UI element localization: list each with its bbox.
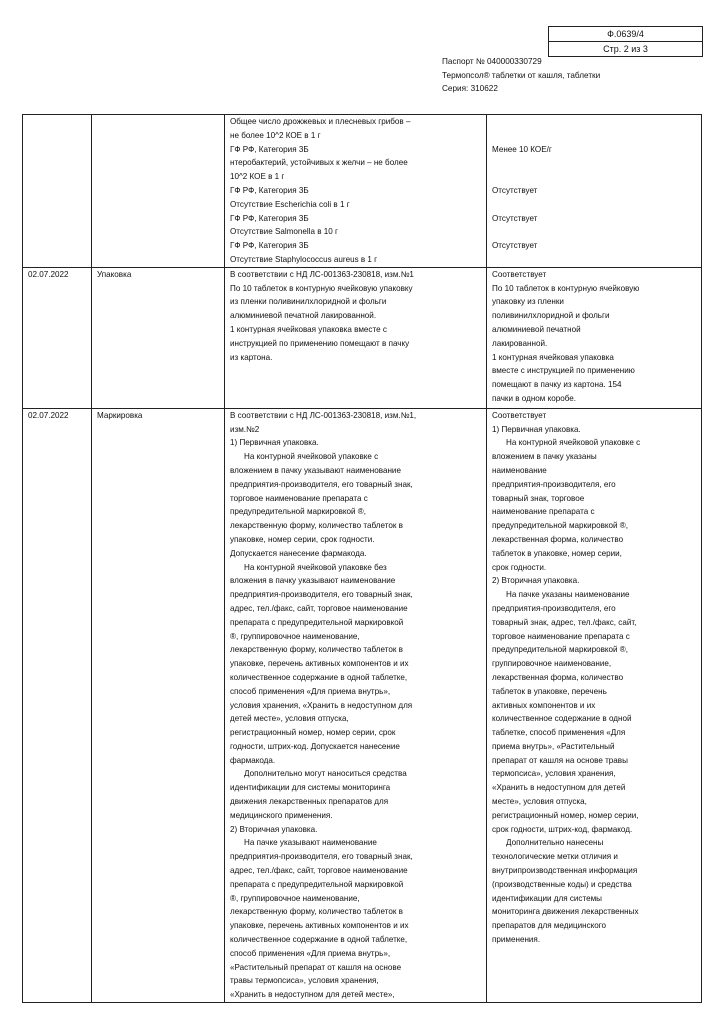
text-line: предприятия-производителя, его bbox=[492, 479, 616, 489]
text-line: поливинилхлоридной и фольги bbox=[492, 311, 610, 321]
text-line: срок годности, штрих-код, фармакод. bbox=[492, 824, 633, 834]
text-line: вложением в пачку указывают наименование bbox=[230, 465, 401, 475]
text-line: По 10 таблеток в контурную ячейковую bbox=[492, 283, 640, 293]
text-line: идентификации для системы bbox=[492, 893, 602, 903]
text-line: вместе с инструкцией по применению bbox=[492, 366, 635, 376]
text-line bbox=[492, 170, 697, 184]
parameter-cell: Упаковка bbox=[92, 267, 225, 408]
text-line: условия хранения, «Хранить в недоступном для bbox=[230, 700, 413, 710]
requirement-cell bbox=[225, 408, 487, 1002]
text-line: 2) Вторичная упаковка. bbox=[230, 824, 318, 834]
text-line: Отсутствие Salmonella в 10 г bbox=[230, 227, 338, 237]
text-line: Отсутствует bbox=[492, 241, 538, 251]
text-line: пачки в одном коробе. bbox=[492, 393, 577, 403]
text-line: группировочное наименование, bbox=[492, 659, 612, 669]
series-number: Серия: 310622 bbox=[442, 84, 498, 93]
text-line: вложением в пачку указаны bbox=[492, 452, 597, 462]
date-cell bbox=[23, 115, 92, 268]
text-line: предупредительной маркировкой ®, bbox=[492, 645, 629, 655]
text-line: лекарственная форма, количество bbox=[492, 672, 624, 682]
text-line: внутрипроизводственная информация bbox=[492, 866, 638, 876]
text-line: приема внутрь», «Растительный bbox=[492, 741, 615, 751]
text-line: термопсиса», условия хранения, bbox=[492, 769, 616, 779]
text-line: На контурной ячейковой упаковке с bbox=[506, 438, 641, 448]
text-line: лекарственную форму, количество таблеток в bbox=[230, 521, 403, 531]
table-row bbox=[23, 408, 702, 1002]
text-line: медицинского применения. bbox=[230, 810, 333, 820]
text-line: адрес, тел./факс, сайт, торговое наименование bbox=[230, 866, 408, 876]
form-code: Ф.0639/4 bbox=[607, 29, 644, 39]
text-line: упаковке, перечень активных компонентов и их bbox=[230, 921, 409, 931]
text-line: лакированной. bbox=[492, 338, 548, 348]
passport-header bbox=[442, 55, 600, 96]
text-line: «Хранить в недоступном для детей месте», bbox=[230, 990, 395, 1000]
text-line: вложения в пачку указывают наименование bbox=[230, 576, 396, 586]
text-line: из пленки поливинилхлоридной и фольги bbox=[230, 297, 387, 307]
text-line: ГФ РФ, Категория 3Б bbox=[230, 213, 309, 223]
text-line: движения лекарственных препаратов для bbox=[230, 797, 389, 807]
text-line: Отсутствует bbox=[492, 213, 538, 223]
text-line: препарат от кашля на основе травы bbox=[492, 755, 628, 765]
text-line: товарный знак, торговое bbox=[492, 493, 585, 503]
date-cell: 02.07.2022 bbox=[23, 408, 92, 1002]
text-line: торговое наименование препарата с bbox=[492, 631, 630, 641]
table-row bbox=[23, 115, 702, 268]
text-line: упаковку из пленки bbox=[492, 297, 564, 307]
text-line: нтеробактерий, устойчивых к желчи – не более bbox=[230, 158, 408, 168]
text-line: Дополнительно могут наноситься средства bbox=[244, 769, 407, 779]
text-line: Общее число дрожжевых и плесневых грибов – bbox=[230, 117, 411, 126]
text-line: ГФ РФ, Категория 3Б bbox=[230, 185, 309, 195]
text-line: инструкцией по применению помещают в пачку bbox=[230, 338, 410, 348]
text-line: месте», условия отпуска, bbox=[492, 797, 587, 807]
requirement-cell bbox=[225, 115, 487, 268]
text-line: таблеток в упаковке, номер серии, bbox=[492, 548, 622, 558]
result-cell bbox=[487, 267, 702, 408]
text-line: годности, штрих-код. Допускается нанесение bbox=[230, 741, 400, 751]
text-line: препарата с предупредительной маркировкой bbox=[230, 617, 404, 627]
text-line: технологические метки отличия и bbox=[492, 852, 618, 862]
text-line: Отсутствие Staphylococcus aureus в 1 г bbox=[230, 254, 378, 264]
text-line: Отсутствует bbox=[492, 185, 538, 195]
text-line: предприятия-производителя, его товарный знак, bbox=[230, 479, 413, 489]
text-line: алюминиевой печатной лакированной. bbox=[230, 311, 377, 321]
text-line bbox=[492, 225, 697, 239]
text-line: не более 10^2 КОЕ в 1 г bbox=[230, 130, 321, 140]
text-line: регистрационный номер, номер серии, bbox=[492, 810, 639, 820]
text-line: 1) Первичная упаковка. bbox=[230, 438, 319, 448]
text-line: детей месте», условия отпуска, bbox=[230, 714, 349, 724]
text-line: На пачке указывают наименование bbox=[244, 838, 377, 848]
text-line: упаковке, перечень активных компонентов и их bbox=[230, 659, 409, 669]
text-line: алюминиевой печатной bbox=[492, 324, 581, 334]
text-line: регистрационный номер, номер серии, срок bbox=[230, 728, 396, 738]
text-line bbox=[492, 198, 697, 212]
text-line: способ применения «Для приема внутрь», bbox=[230, 948, 391, 958]
text-line: ГФ РФ, Категория 3Б bbox=[230, 241, 309, 251]
text-line: 1) Первичная упаковка. bbox=[492, 424, 581, 434]
text-line: из картона. bbox=[230, 352, 273, 362]
text-line bbox=[492, 129, 697, 143]
result-cell bbox=[487, 115, 702, 268]
text-line: применения. bbox=[492, 935, 541, 945]
text-line: На контурной ячейковой упаковке без bbox=[244, 562, 387, 572]
text-line: «Растительный препарат от кашля на основе bbox=[230, 962, 402, 972]
text-line: идентификации для системы мониторинга bbox=[230, 783, 391, 793]
text-line: Дополнительно нанесены bbox=[506, 838, 604, 848]
text-line: предприятия-производителя, его товарный знак, bbox=[230, 852, 413, 862]
text-line: препаратов для медицинского bbox=[492, 921, 607, 931]
text-line: В соответствии с НД ЛС-001363-230818, изм.№1 bbox=[230, 269, 414, 279]
text-line: На контурной ячейковой упаковке с bbox=[244, 452, 379, 462]
text-line: ®, группировочное наименование, bbox=[230, 893, 360, 903]
text-line: товарный знак, адрес, тел./факс, сайт, bbox=[492, 617, 637, 627]
text-line: адрес, тел./факс, сайт, торговое наименование bbox=[230, 603, 408, 613]
text-line: 10^2 КОЕ в 1 г bbox=[230, 172, 285, 182]
passport-number: Паспорт № 040000330729 bbox=[442, 57, 542, 66]
text-line: наименование bbox=[492, 465, 547, 475]
text-line: мониторинга движения лекарственных bbox=[492, 907, 639, 917]
text-line: лекарственная форма, количество bbox=[492, 534, 624, 544]
text-line: ГФ РФ, Категория 3Б bbox=[230, 144, 309, 154]
text-line: лекарственную форму, количество таблеток в bbox=[230, 907, 403, 917]
requirement-cell bbox=[225, 267, 487, 408]
text-line bbox=[492, 253, 697, 267]
text-line: торговое наименование препарата с bbox=[230, 493, 368, 503]
text-line: На пачке указаны наименование bbox=[506, 590, 630, 600]
text-line: количественное содержание в одной bbox=[492, 714, 632, 724]
text-line: фармакода. bbox=[230, 755, 276, 765]
text-line bbox=[492, 156, 697, 170]
text-line bbox=[492, 115, 697, 129]
quality-table bbox=[22, 114, 702, 1003]
text-line: лекарственную форму, количество таблеток в bbox=[230, 645, 403, 655]
text-line: наименование препарата с bbox=[492, 507, 595, 517]
product-name: Термопсол® таблетки от кашля, таблетки bbox=[442, 70, 601, 80]
text-line: количественное содержание в одной таблетке, bbox=[230, 935, 408, 945]
text-line: таблеток в упаковке, перечень bbox=[492, 686, 607, 696]
text-line: 1 контурная ячейковая упаковка bbox=[492, 352, 614, 362]
text-line: упаковке, номер серии, срок годности. bbox=[230, 534, 375, 544]
text-line: препарата с предупредительной маркировкой bbox=[230, 879, 404, 889]
text-line: срок годности. bbox=[492, 562, 547, 572]
text-line: предупредительной маркировкой ®, bbox=[492, 521, 629, 531]
text-line: «Хранить в недоступном для детей bbox=[492, 783, 626, 793]
text-line: Соответствует bbox=[492, 269, 547, 279]
text-line: помещают в пачку из картона. 154 bbox=[492, 380, 622, 390]
text-line: Менее 10 КОЕ/г bbox=[492, 144, 552, 154]
text-line: 1 контурная ячейковая упаковка вместе с bbox=[230, 324, 387, 334]
text-line: травы термопсиса», условия хранения, bbox=[230, 976, 379, 986]
text-line: (производственные коды) и средства bbox=[492, 879, 632, 889]
parameter-cell bbox=[92, 115, 225, 268]
text-line: изм.№2 bbox=[230, 424, 260, 434]
page-number: Стр. 2 из 3 bbox=[549, 41, 702, 56]
text-line: таблетке, способ применения «Для bbox=[492, 728, 626, 738]
text-line: Соответствует bbox=[492, 410, 547, 420]
text-line: предупредительной маркировкой ®, bbox=[230, 507, 367, 517]
text-line: Отсутствие Escherichia coli в 1 г bbox=[230, 199, 350, 209]
result-cell bbox=[487, 408, 702, 1002]
text-line: предприятия-производителя, его товарный знак, bbox=[230, 590, 413, 600]
text-line: активных компонентов и их bbox=[492, 700, 596, 710]
parameter-cell: Маркировка bbox=[92, 408, 225, 1002]
date-cell: 02.07.2022 bbox=[23, 267, 92, 408]
table-row bbox=[23, 267, 702, 408]
text-line: способ применения «Для приема внутрь», bbox=[230, 686, 391, 696]
text-line: 2) Вторичная упаковка. bbox=[492, 576, 580, 586]
text-line: количественное содержание в одной таблетке, bbox=[230, 672, 408, 682]
text-line: предприятия-производителя, его bbox=[492, 603, 616, 613]
text-line: ®, группировочное наименование, bbox=[230, 631, 360, 641]
text-line: По 10 таблеток в контурную ячейковую упаковку bbox=[230, 283, 413, 293]
form-code-box bbox=[548, 26, 703, 57]
text-line: В соответствии с НД ЛС-001363-230818, изм.№1, bbox=[230, 410, 417, 420]
text-line: Допускается нанесение фармакода. bbox=[230, 548, 367, 558]
